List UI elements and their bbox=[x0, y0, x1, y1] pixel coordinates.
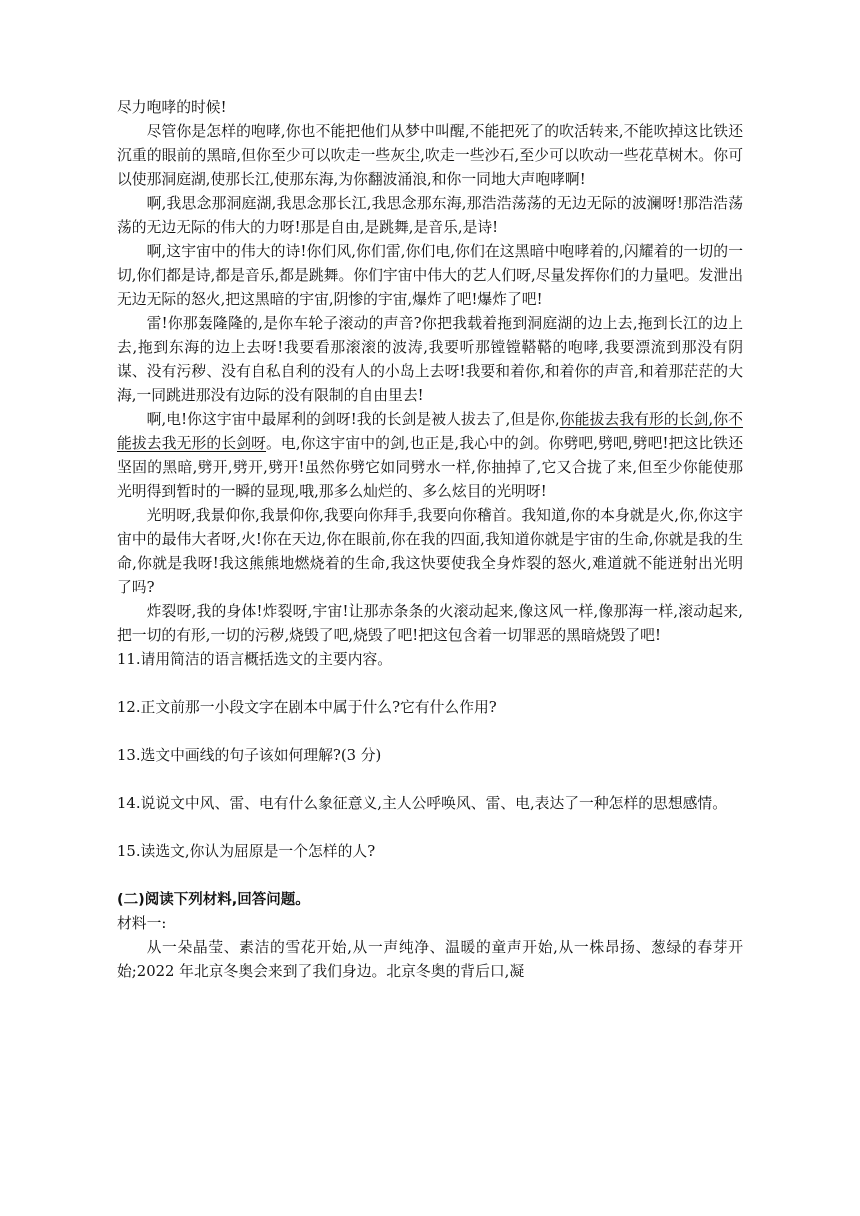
question-11: 11.请用简洁的语言概括选文的主要内容。 bbox=[117, 651, 393, 668]
answer-space bbox=[117, 864, 743, 888]
section-heading: (二)阅读下列材料,回答问题。 bbox=[117, 892, 310, 908]
passage-paragraph-5-lead: 啊,电!你这宇宙中最犀利的剑呀!我的长剑是被人拔去了,但是你, bbox=[146, 411, 560, 428]
answer-space bbox=[117, 672, 743, 696]
passage-paragraph-5 bbox=[117, 408, 743, 504]
material-paragraph: 从一朵晶莹、素洁的雪花开始,从一声纯净、温暖的童声开始,从一株昂扬、葱绿的春芽开始;2022 年北京冬奥会来到了我们身边。北京冬奥的背后口,凝 bbox=[117, 939, 743, 980]
answer-space bbox=[117, 720, 743, 744]
passage-paragraph-2: 啊,我思念那洞庭湖,我思念那长江,我思念那东海,那浩浩荡荡的无边无际的波澜呀!那浩浩荡荡的无边无际的伟大的力呀!那是自由,是跳舞,是音乐,是诗! bbox=[117, 195, 743, 236]
answer-space bbox=[117, 768, 743, 792]
question-15: 15.读选文,你认为屈原是一个怎样的人? bbox=[117, 843, 376, 860]
passage-paragraph-7: 炸裂呀,我的身体!炸裂呀,宇宙!让那赤条条的火滚动起来,像这风一样,像那海一样,滚动起来,把一切的有形,一切的污秽,烧毁了吧,烧毁了吧!把这包含着一切罪恶的黑暗烧毁了吧! bbox=[117, 603, 743, 644]
passage-paragraph-5-tail: 。电,你这宇宙中的剑,也正是,我心中的剑。你劈吧,劈吧,劈吧!把这比铁还坚固的黑暗,劈开,劈开,劈开!虽然你劈它如同劈水一样,你抽掉了,它又合拢了来,但至少你能使那光明得到暂时的一瞬的显现,哦,那多么灿烂的、多么炫目的光明呀! bbox=[117, 435, 743, 500]
answer-space bbox=[117, 816, 743, 840]
passage-paragraph-4: 雷!你那轰隆隆的,是你车轮子滚动的声音?你把我载着拖到洞庭湖的边上去,拖到长江的边上去,拖到东海的边上去呀!我要看那滚滚的波涛,我要听那镗镗鞳鞳的咆哮,我要漂流到那没有阴谋、没有污秽、没有自私自利的没有人的小岛上去呀!我要和着你,和着你的声音,和着那茫茫的大海,一同跳进那没有边际的没有限制的自由里去! bbox=[117, 315, 743, 404]
underlined-sentence: 你能拔去我有形的长剑,你不能拔去我无形的长剑呀 bbox=[117, 411, 743, 452]
passage-paragraph-3: 啊,这宇宙中的伟大的诗!你们风,你们雷,你们电,你们在这黑暗中咆哮着的,闪耀着的一切的一切,你们都是诗,都是音乐,都是跳舞。你们宇宙中伟大的艺人们呀,尽量发挥你们的力量吧。发泄出无边无际的怒火,把这黑暗的宇宙,阴惨的宇宙,爆炸了吧!爆炸了吧! bbox=[117, 243, 743, 308]
question-12: 12.正文前那一小段文字在剧本中属于什么?它有什么作用? bbox=[117, 699, 497, 716]
passage-paragraph-6: 光明呀,我景仰你,我景仰你,我要向你拜手,我要向你稽首。我知道,你的本身就是火,你,你这宇宙中的最伟大者呀,火!你在天边,你在眼前,你在我的四面,我知道你就是宇宙的生命,你就是我的生命,你就是我呀!我这熊熊地燃烧着的生命,我这快要使我全身炸裂的怒火,难道就不能迸射出光明了吗? bbox=[117, 507, 743, 596]
question-13: 13.选文中画线的句子该如何理解?(3 分) bbox=[117, 747, 382, 764]
passage-paragraph-0: 尽力咆哮的时候! bbox=[117, 99, 227, 116]
question-14: 14.说说文中风、雷、电有什么象征意义,主人公呼唤风、雷、电,表达了一种怎样的思想感情。 bbox=[117, 795, 728, 812]
passage-paragraph-1: 尽管你是怎样的咆哮,你也不能把他们从梦中叫醒,不能把死了的吹活转来,不能吹掉这比铁还沉重的眼前的黑暗,但你至少可以吹走一些灰尘,吹走一些沙石,至少可以吹动一些花草树木。你可以使那洞庭湖,使那长江,使那东海,为你翻波涌浪,和你一同地大声咆哮啊! bbox=[117, 123, 743, 188]
document-page bbox=[117, 96, 743, 984]
material-label: 材料一: bbox=[117, 915, 167, 932]
